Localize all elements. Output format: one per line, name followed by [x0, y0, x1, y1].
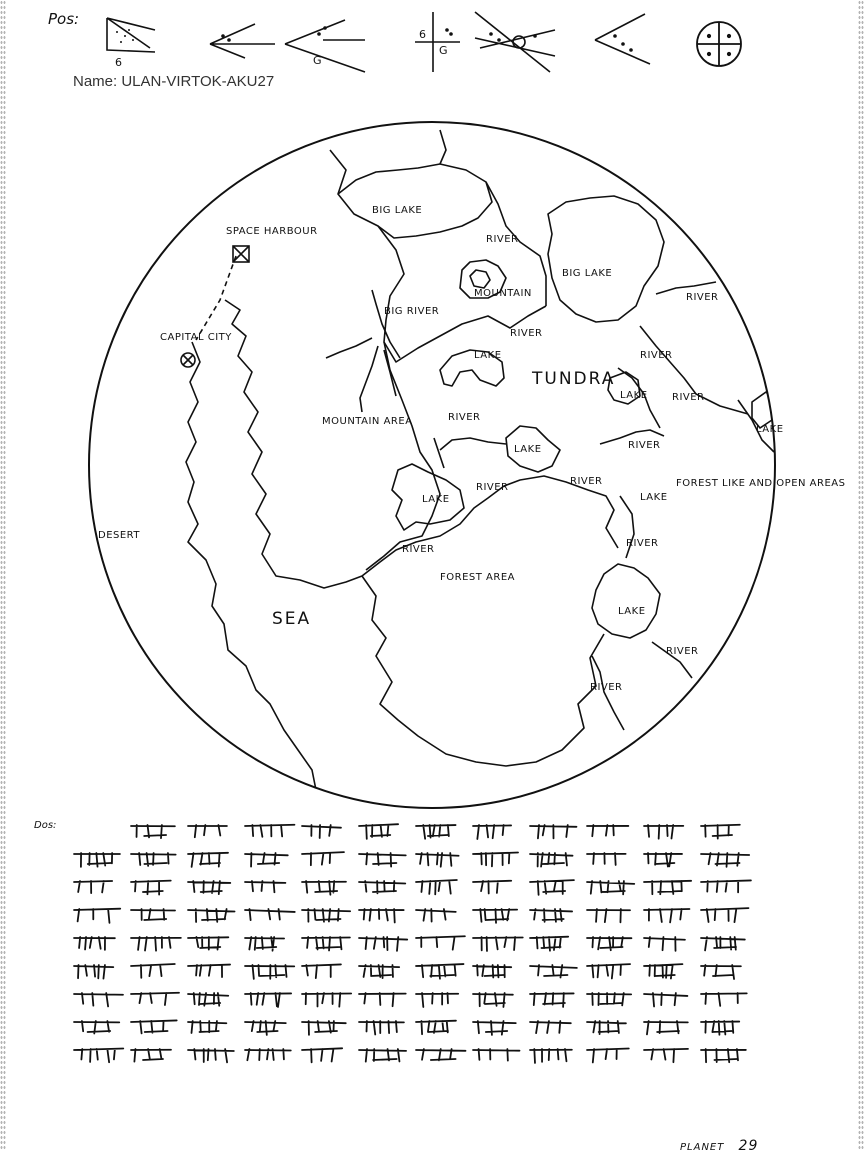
- script-glyph: [188, 909, 235, 922]
- script-glyph: [74, 965, 113, 979]
- script-glyph: [188, 993, 228, 1006]
- script-glyph: [701, 937, 745, 950]
- space-harbour-track: [196, 256, 236, 340]
- script-glyph: [473, 993, 513, 1007]
- script-glyph: [188, 881, 230, 894]
- river-tributary-south: [360, 346, 378, 412]
- script-glyph: [416, 909, 456, 922]
- script-glyph: [188, 1021, 226, 1033]
- script-glyph: [131, 881, 171, 895]
- river-south-2: [592, 656, 624, 730]
- script-glyph: [245, 881, 285, 892]
- label-river-7: RIVER: [628, 440, 661, 451]
- script-label: Dos:: [34, 820, 57, 831]
- script-glyph: [530, 1021, 571, 1033]
- pos-label: Pos:: [48, 10, 80, 28]
- script-glyph: [587, 853, 626, 865]
- script-glyph: [302, 881, 346, 895]
- script-glyph: [245, 825, 294, 837]
- planet-label: PLANET: [680, 1142, 725, 1153]
- script-glyph: [701, 965, 741, 979]
- sea-boundary-east: [362, 576, 604, 766]
- script-glyph: [644, 993, 687, 1006]
- script-glyph: [359, 993, 406, 1006]
- space-harbour-symbol: [233, 246, 249, 262]
- script-glyph: [245, 909, 295, 920]
- script-glyph: [416, 993, 458, 1007]
- script-glyph: [416, 936, 465, 949]
- script-glyph: [587, 964, 630, 978]
- script-glyph: [131, 825, 175, 838]
- script-glyph: [131, 993, 179, 1005]
- script-glyph: [302, 852, 344, 865]
- label-lake-3: LAKE: [514, 444, 542, 455]
- pos-diagram-3: [285, 20, 365, 72]
- script-glyph: [701, 1049, 746, 1062]
- river-tributary-west: [326, 338, 372, 358]
- script-glyph: [74, 937, 115, 950]
- script-glyph: [530, 993, 574, 1007]
- label-lake-7: LAKE: [618, 606, 646, 617]
- script-glyph: [473, 937, 523, 951]
- script-glyph: [530, 909, 572, 922]
- script-glyph: [530, 853, 573, 867]
- label-lake-4: LAKE: [756, 424, 784, 435]
- script-glyph: [359, 1049, 406, 1062]
- script-glyph: [416, 1049, 466, 1060]
- river-tributary-se: [384, 350, 396, 396]
- script-glyph: [473, 965, 511, 977]
- script-glyph: [74, 1021, 119, 1034]
- label-river-4: RIVER: [640, 350, 673, 361]
- script-glyph: [416, 1021, 456, 1034]
- script-glyph: [74, 881, 112, 893]
- script-glyph: [131, 853, 176, 866]
- river-mid: [440, 438, 506, 450]
- capital-city-symbol: [181, 353, 195, 367]
- planet-map-svg: [0, 110, 864, 830]
- script-glyph: [245, 937, 284, 951]
- pos-diagram-6: [595, 14, 650, 64]
- big-lake-north-shore: [338, 164, 492, 238]
- script-glyph: [359, 1021, 404, 1034]
- label-river-6: RIVER: [448, 412, 481, 423]
- script-glyph: [302, 1021, 346, 1035]
- script-glyph: [74, 909, 120, 923]
- map-labels: [98, 205, 845, 693]
- position-diagrams: [95, 0, 755, 80]
- pos-diagram-5: [475, 12, 555, 72]
- script-glyph: [359, 881, 405, 893]
- script-glyph: [131, 964, 175, 978]
- script-glyph: [245, 965, 294, 979]
- script-glyph: [473, 881, 511, 894]
- label-river-3: RIVER: [510, 328, 543, 339]
- script-glyph: [302, 937, 350, 950]
- script-glyph: [188, 1049, 234, 1062]
- script-glyph: [587, 1021, 626, 1034]
- label-capital-city: CAPITAL CITY: [160, 332, 232, 343]
- script-glyph: [416, 964, 464, 979]
- script-glyph: [701, 825, 740, 839]
- label-lake-2: LAKE: [620, 390, 648, 401]
- label-river-5: RIVER: [672, 392, 705, 403]
- label-lake-6: LAKE: [640, 492, 668, 503]
- script-glyph: [530, 825, 576, 838]
- label-desert: DESERT: [98, 530, 141, 541]
- script-glyph: [416, 853, 459, 867]
- label-river-13: RIVER: [590, 682, 623, 693]
- script-glyph: [587, 1049, 629, 1063]
- script-glyph: [359, 965, 399, 978]
- pos-diagram-2: [210, 24, 275, 58]
- pos-diagram-4: [415, 12, 460, 72]
- script-glyph: [359, 937, 407, 951]
- script-glyph: [644, 964, 682, 978]
- script-glyph: [131, 1020, 177, 1033]
- label-forest-area: FOREST AREA: [440, 572, 515, 583]
- mountain-region-west: [366, 342, 440, 570]
- label-mountain-area: MOUNTAIN AREA: [322, 416, 413, 427]
- script-glyph: [644, 909, 689, 922]
- script-glyph: [188, 937, 228, 950]
- script-glyph: [359, 853, 406, 867]
- script-glyph: [587, 937, 631, 950]
- label-big-lake-east: BIG LAKE: [562, 268, 613, 279]
- script-glyph: [644, 1049, 688, 1062]
- label-lake-1: LAKE: [474, 350, 502, 361]
- script-glyph: [587, 909, 630, 922]
- label-space-harbour: SPACE HARBOUR: [226, 226, 318, 237]
- script-glyph: [302, 825, 341, 838]
- script-glyph: [530, 1049, 572, 1063]
- script-glyph: [644, 1021, 688, 1034]
- script-glyph: [245, 1049, 291, 1060]
- label-forest-lake-open: FOREST LIKE AND OPEN AREAS: [676, 478, 846, 489]
- script-glyph: [701, 853, 749, 867]
- script-glyph: [188, 853, 228, 867]
- mountain-peak-inner: [470, 270, 490, 288]
- script-glyph: [530, 880, 574, 895]
- script-glyph: [188, 965, 230, 977]
- script-glyph: [587, 993, 631, 1005]
- planet-map: [0, 110, 864, 830]
- script-glyph: [473, 1021, 516, 1035]
- script-glyph: [416, 880, 457, 894]
- planet-outline: [89, 122, 775, 808]
- script-glyph: [701, 993, 747, 1006]
- label-river-2: RIVER: [686, 292, 719, 303]
- script-glyph: [416, 825, 456, 839]
- script-glyph: [245, 1021, 286, 1035]
- sea-coastline-west: [225, 300, 362, 588]
- name-label: Name: ULAN-VIRTOK-AKU27: [73, 73, 275, 90]
- script-glyph: [701, 1021, 739, 1035]
- svg-text:G: G: [439, 44, 448, 57]
- script-glyph: [359, 909, 404, 922]
- label-river-8: RIVER: [570, 476, 603, 487]
- script-glyph: [74, 1048, 123, 1062]
- script-glyph: [131, 909, 175, 920]
- script-glyph: [530, 937, 568, 951]
- script-glyph: [302, 1048, 342, 1062]
- script-glyph: [587, 825, 628, 836]
- script-glyph: [359, 824, 398, 839]
- script-glyph: [644, 825, 683, 839]
- label-big-lake-north: BIG LAKE: [372, 205, 423, 216]
- script-glyph: [530, 965, 577, 977]
- lake-southeast-shore: [592, 564, 660, 638]
- script-glyph: [74, 993, 123, 1006]
- script-glyph: [245, 853, 288, 867]
- script-glyph: [188, 825, 227, 837]
- label-big-river: BIG RIVER: [384, 306, 440, 317]
- script-glyph: [302, 993, 351, 1007]
- svg-text:G: G: [313, 54, 322, 67]
- script-glyph: [701, 880, 751, 892]
- label-river-11: RIVER: [626, 538, 659, 549]
- pos-diagram-7-quartered-circle: [697, 22, 741, 66]
- svg-text:6: 6: [419, 28, 426, 41]
- script-glyph: [587, 881, 634, 894]
- alien-script-glyphs: [30, 812, 770, 1072]
- label-tundra: TUNDRA: [532, 369, 616, 389]
- script-glyph: [131, 1049, 171, 1062]
- script-glyph: [473, 853, 518, 867]
- north-boundary-1: [440, 130, 446, 164]
- page-footer: [680, 1138, 758, 1154]
- script-glyph: [473, 909, 517, 923]
- script-glyph: [302, 909, 350, 922]
- script-glyph: [131, 937, 181, 951]
- label-river-9: RIVER: [476, 482, 509, 493]
- script-glyph: [74, 853, 120, 867]
- alien-script-block: [30, 812, 770, 1076]
- script-glyph: [302, 964, 341, 978]
- label-river-1: RIVER: [486, 234, 519, 245]
- pos-diagram-1: [107, 18, 155, 69]
- label-sea: SEA: [272, 609, 312, 629]
- script-glyph: [473, 825, 511, 839]
- sea-coastline-southwest: [186, 342, 318, 800]
- script-glyph: [245, 993, 291, 1007]
- label-lake-5: LAKE: [422, 494, 450, 505]
- big-lake-east-shore: [548, 196, 664, 322]
- label-river-12: RIVER: [666, 646, 699, 657]
- label-river-10: RIVER: [402, 544, 435, 555]
- river-south-branch: [434, 438, 444, 468]
- label-mountain: MOUNTAIN: [474, 288, 532, 299]
- planet-number: 29: [738, 1138, 759, 1154]
- script-glyph: [644, 937, 685, 951]
- script-glyph: [701, 908, 748, 922]
- svg-text:6: 6: [115, 56, 122, 69]
- script-glyph: [644, 853, 682, 866]
- script-glyph: [473, 1049, 520, 1061]
- script-glyph: [644, 881, 691, 894]
